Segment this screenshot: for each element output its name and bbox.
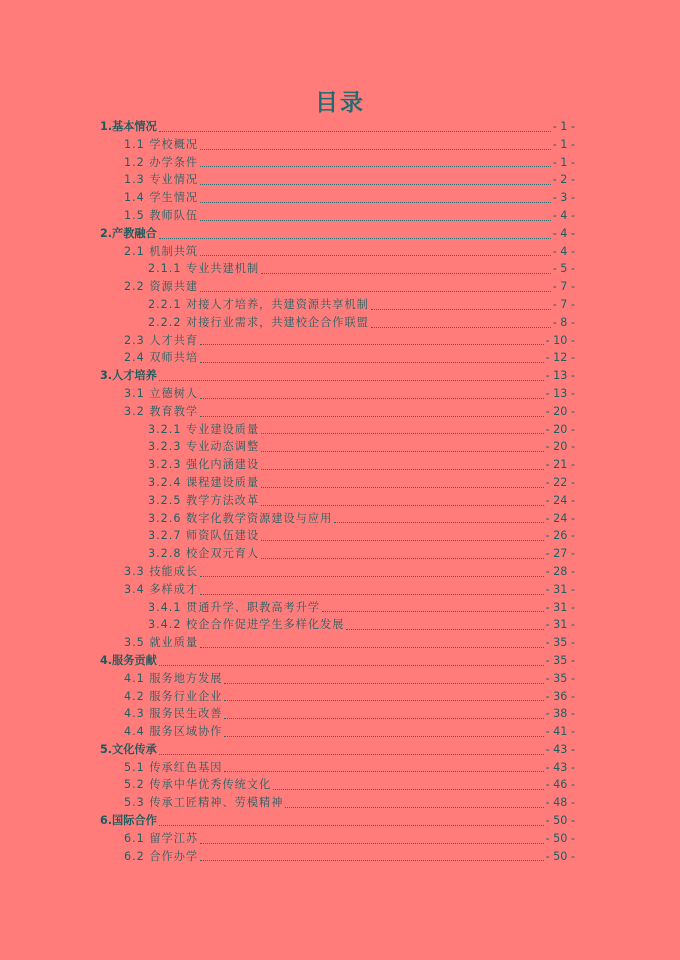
dot-leader [224, 718, 543, 719]
toc-entry-label: 2.1 机制共筑 [124, 244, 199, 258]
toc-entry-label: 3.2.8 校企双元育人 [148, 547, 260, 561]
toc-entry[interactable] [100, 741, 575, 759]
dot-leader [322, 611, 543, 612]
toc-entry-page: - 24 - [545, 493, 575, 507]
toc-entry-page: - 50 - [545, 814, 575, 828]
toc-entry[interactable] [100, 581, 575, 599]
toc-entry-page: - 1 - [552, 137, 575, 151]
dot-leader [261, 558, 543, 559]
dot-leader [200, 594, 543, 595]
toc-entry-label: 1.5 教师队伍 [124, 208, 199, 222]
dot-leader [346, 629, 543, 630]
toc-entry-label: 1.1 学校概况 [124, 137, 199, 151]
toc-entry-label: 2.1.1 专业共建机制 [148, 262, 260, 276]
toc-entry-label: 6.1 留学江苏 [124, 831, 199, 845]
dot-leader [371, 327, 551, 328]
dot-leader [200, 255, 551, 256]
toc-entry-label: 5.文化传承 [100, 742, 157, 756]
toc-entry[interactable] [100, 385, 575, 403]
toc-entry-page: - 12 - [545, 351, 575, 365]
dot-leader [261, 451, 543, 452]
dot-leader [200, 416, 543, 417]
toc-entry-page: - 31 - [545, 600, 575, 614]
toc-entry[interactable] [100, 492, 575, 510]
toc-entry-label: 6.2 合作办学 [124, 849, 199, 863]
toc-entry-label: 4.服务贡献 [100, 653, 157, 667]
toc-entry-label: 1.2 办学条件 [124, 155, 199, 169]
toc-entry-page: - 26 - [545, 529, 575, 543]
toc-entry-label: 5.3 传承工匠精神、劳模精神 [124, 796, 284, 810]
dot-leader [261, 487, 543, 488]
dot-leader [200, 647, 543, 648]
toc-entry-label: 2.2 资源共建 [124, 280, 199, 294]
toc-entry[interactable] [100, 154, 575, 172]
toc-entry[interactable] [100, 794, 575, 812]
toc-entry[interactable] [100, 438, 575, 456]
toc-entry-page: - 31 - [545, 582, 575, 596]
toc-entry[interactable] [100, 759, 575, 777]
toc-entry[interactable] [100, 563, 575, 581]
toc-entry-label: 3.2 教育教学 [124, 404, 199, 418]
toc-entry[interactable] [100, 367, 575, 385]
toc-entry-label: 1.基本情况 [100, 120, 157, 133]
toc-entry[interactable] [100, 118, 575, 136]
dot-leader [224, 771, 543, 772]
toc-entry-page: - 1 - [552, 120, 575, 133]
toc-entry[interactable] [100, 171, 575, 189]
toc-entry-page: - 43 - [545, 742, 575, 756]
toc-entry-label: 3.4.2 校企合作促进学生多样化发展 [148, 618, 345, 632]
dot-leader [200, 576, 543, 577]
toc-entry-label: 3.3 技能成长 [124, 564, 199, 578]
toc-entry-page: - 50 - [545, 831, 575, 845]
dot-leader [200, 362, 543, 363]
toc-entry[interactable] [100, 474, 575, 492]
toc-entry-page: - 20 - [545, 440, 575, 454]
dot-leader [159, 380, 544, 381]
dot-leader [285, 807, 543, 808]
dot-leader [261, 433, 543, 434]
toc-entry-label: 3.2.7 师资队伍建设 [148, 529, 260, 543]
toc-entry[interactable] [100, 421, 575, 439]
toc-entry-label: 4.4 服务区域协作 [124, 725, 223, 739]
toc-entry-page: - 13 - [545, 386, 575, 400]
dot-leader [200, 220, 551, 221]
toc-entry-label: 1.4 学生情况 [124, 191, 199, 205]
toc-entry[interactable] [100, 403, 575, 421]
toc-entry-page: - 4 - [552, 244, 575, 258]
toc-entry-label: 3.人才培养 [100, 369, 157, 383]
toc-entry[interactable] [100, 456, 575, 474]
toc-entry[interactable] [100, 136, 575, 154]
toc-entry[interactable] [100, 260, 575, 278]
toc-entry[interactable] [100, 527, 575, 545]
toc-entry[interactable] [100, 616, 575, 634]
toc-entry-page: - 43 - [545, 760, 575, 774]
toc-entry-label: 3.4.1 贯通升学、职教高考升学 [148, 600, 321, 614]
toc-entry-label: 2.3 人才共育 [124, 333, 199, 347]
toc-entry-label: 6.国际合作 [100, 814, 157, 828]
dot-leader [200, 843, 543, 844]
toc-entry-label: 2.产教融合 [100, 226, 157, 240]
dot-leader [159, 754, 544, 755]
dot-leader [224, 736, 543, 737]
toc-entry-label: 2.2.2 对接行业需求，共建校企合作联盟 [148, 315, 369, 329]
toc-entry-page: - 4 - [552, 208, 575, 222]
dot-leader [200, 860, 543, 861]
dot-leader [224, 683, 543, 684]
toc-entry-label: 4.2 服务行业企业 [124, 689, 223, 703]
toc-entry-label: 4.1 服务地方发展 [124, 671, 223, 685]
toc-entry-page: - 24 - [545, 511, 575, 525]
toc-entry-label: 3.2.4 课程建设质量 [148, 475, 260, 489]
toc-entry-label: 3.1 立德树人 [124, 386, 199, 400]
toc-entry-label: 3.2.5 教学方法改革 [148, 493, 260, 507]
page-title: 目录 [315, 90, 365, 116]
toc-entry[interactable] [100, 225, 575, 243]
toc-entry-label: 2.4 双师共培 [124, 351, 199, 365]
toc-entry-label: 5.1 传承红色基因 [124, 760, 223, 774]
dot-leader [200, 166, 551, 167]
dot-leader [273, 789, 543, 790]
dot-leader [200, 291, 551, 292]
toc-entry[interactable] [100, 296, 575, 314]
dot-leader [159, 665, 544, 666]
toc-entry-page: - 35 - [545, 671, 575, 685]
toc-entry[interactable] [100, 670, 575, 688]
toc-entry-page: - 2 - [552, 173, 575, 187]
toc-entry-label: 3.4 多样成才 [124, 582, 199, 596]
toc-entry-label: 3.2.6 数字化教学资源建设与应用 [148, 511, 333, 525]
toc-entry[interactable] [100, 848, 575, 866]
toc-entry-label: 3.2.3 专业动态调整 [148, 440, 260, 454]
toc-entry-page: - 7 - [552, 297, 575, 311]
dot-leader [159, 825, 544, 826]
toc-entry-label: 1.3 专业情况 [124, 173, 199, 187]
toc-entry-page: - 1 - [552, 155, 575, 169]
dot-leader [371, 309, 551, 310]
dot-leader [159, 131, 551, 132]
toc-entry[interactable] [100, 314, 575, 332]
toc-entry-page: - 5 - [552, 262, 575, 276]
toc-entry[interactable] [100, 652, 575, 670]
toc-entry-label: 3.2.1 专业建设质量 [148, 422, 260, 436]
toc-entry[interactable] [100, 207, 575, 225]
toc-entry-page: - 50 - [545, 849, 575, 863]
dot-leader [200, 398, 543, 399]
dot-leader [261, 469, 543, 470]
toc-entry[interactable] [100, 723, 575, 741]
toc-entry-page: - 10 - [545, 333, 575, 347]
toc-entry-page: - 4 - [552, 226, 575, 240]
toc-entry-page: - 21 - [545, 458, 575, 472]
toc-entry-label: 3.5 就业质量 [124, 636, 199, 650]
toc-entry-page: - 13 - [545, 369, 575, 383]
toc-entry-page: - 46 - [545, 778, 575, 792]
toc-entry-page: - 35 - [545, 636, 575, 650]
toc-entry[interactable] [100, 189, 575, 207]
toc-entry-page: - 20 - [545, 404, 575, 418]
toc-entry[interactable] [100, 278, 575, 296]
table-of-contents [100, 118, 575, 865]
toc-entry-page: - 41 - [545, 725, 575, 739]
toc-entry-page: - 22 - [545, 475, 575, 489]
toc-entry[interactable] [100, 830, 575, 848]
dot-leader [200, 344, 543, 345]
toc-entry-page: - 38 - [545, 707, 575, 721]
toc-entry-label: 5.2 传承中华优秀传统文化 [124, 778, 272, 792]
toc-entry[interactable] [100, 243, 575, 261]
dot-leader [261, 273, 551, 274]
toc-entry[interactable] [100, 776, 575, 794]
dot-leader [200, 149, 551, 150]
toc-entry-label: 4.3 服务民生改善 [124, 707, 223, 721]
dot-leader [261, 540, 543, 541]
toc-entry-page: - 8 - [552, 315, 575, 329]
toc-entry[interactable] [100, 812, 575, 830]
toc-entry-page: - 28 - [545, 564, 575, 578]
toc-entry-label: 3.2.3 强化内涵建设 [148, 458, 260, 472]
toc-entry-page: - 31 - [545, 618, 575, 632]
toc-entry[interactable] [100, 599, 575, 617]
toc-entry-page: - 35 - [545, 653, 575, 667]
toc-entry[interactable] [100, 349, 575, 367]
toc-entry[interactable] [100, 510, 575, 528]
toc-entry-page: - 3 - [552, 191, 575, 205]
dot-leader [334, 522, 543, 523]
dot-leader [261, 505, 543, 506]
toc-entry[interactable] [100, 545, 575, 563]
toc-entry[interactable] [100, 688, 575, 706]
toc-entry[interactable] [100, 332, 575, 350]
dot-leader [159, 238, 551, 239]
toc-entry-page: - 7 - [552, 280, 575, 294]
dot-leader [200, 184, 551, 185]
toc-entry-page: - 36 - [545, 689, 575, 703]
toc-entry-page: - 27 - [545, 547, 575, 561]
toc-entry[interactable] [100, 705, 575, 723]
toc-entry-page: - 20 - [545, 422, 575, 436]
toc-entry-page: - 48 - [545, 796, 575, 810]
dot-leader [224, 700, 543, 701]
dot-leader [200, 202, 551, 203]
toc-entry-label: 2.2.1 对接人才培养，共建资源共享机制 [148, 297, 369, 311]
toc-entry[interactable] [100, 634, 575, 652]
